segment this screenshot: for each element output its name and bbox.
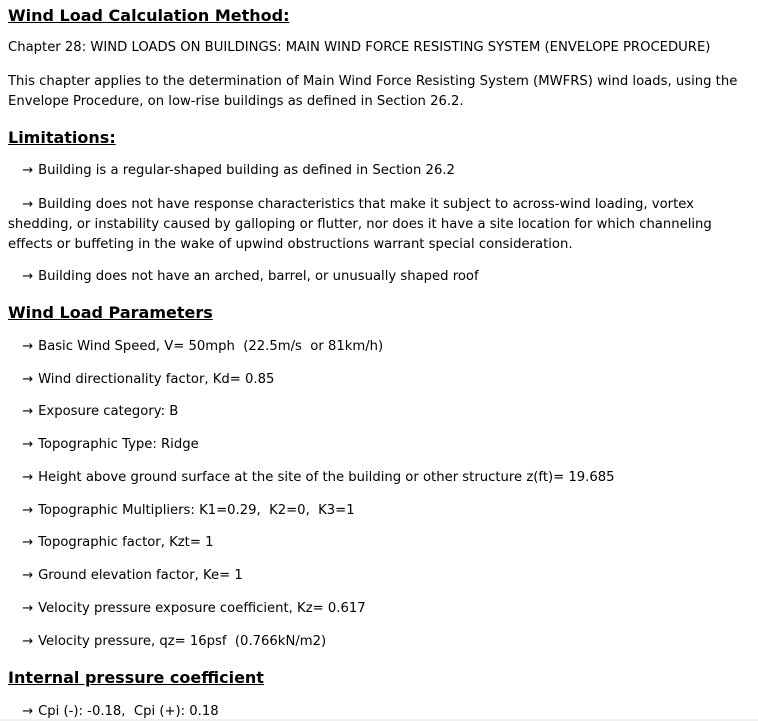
parameter-item xyxy=(8,370,748,390)
arrow-icon: → xyxy=(22,601,34,616)
arrow-icon: → xyxy=(22,372,34,387)
parameter-text: Exposure category: B xyxy=(38,404,179,419)
limitation-item xyxy=(8,267,748,287)
parameter-text: Topographic Multipliers: K1=0.29, K2=0, K3=1 xyxy=(38,503,355,518)
arrow-icon: → xyxy=(22,704,34,719)
parameter-text: Velocity pressure exposure coefficient, Kz= 0.617 xyxy=(38,601,366,616)
parameter-item xyxy=(8,468,748,488)
arrow-icon: → xyxy=(22,470,34,485)
parameter-text: Velocity pressure, qz= 16psf (0.766kN/m2) xyxy=(38,634,327,649)
chapter-text: Chapter 28: WIND LOADS ON BUILDINGS: MAIN WIND FORCE RESISTING SYSTEM (ENVELOPE PROCEDURE) xyxy=(8,40,711,55)
arrow-icon: → xyxy=(22,269,34,284)
parameter-item xyxy=(8,632,748,652)
limitation-item xyxy=(8,195,748,255)
parameter-item xyxy=(8,337,748,357)
limitations-heading: Limitations: xyxy=(8,128,116,147)
internal-pressure-text: Cpi (-): -0.18, Cpi (+): 0.18 xyxy=(38,704,219,719)
internal-pressure-heading: Internal pressure coefficient xyxy=(8,668,264,687)
parameter-text: Basic Wind Speed, V= 50mph (22.5m/s or 81km/h) xyxy=(38,339,384,354)
limitation-item xyxy=(8,161,748,181)
arrow-icon: → xyxy=(22,339,34,354)
method-description: This chapter applies to the determination of Main Wind Force Resisting System (MWFRS) wind loads, using the Envelope Procedure, on low-rise buildings as defined in Section 26.2. xyxy=(8,74,738,109)
method-heading: Wind Load Calculation Method: xyxy=(8,6,290,25)
parameter-text: Topographic factor, Kzt= 1 xyxy=(38,535,214,550)
parameters-heading: Wind Load Parameters xyxy=(8,303,213,322)
arrow-icon: → xyxy=(22,437,34,452)
parameter-item xyxy=(8,435,748,455)
parameter-text: Height above ground surface at the site of the building or other structure z(ft)= 19.685 xyxy=(38,470,615,485)
parameter-item xyxy=(8,402,748,422)
arrow-icon: → xyxy=(22,163,34,178)
arrow-icon: → xyxy=(22,503,34,518)
parameter-item xyxy=(8,599,748,619)
arrow-icon: → xyxy=(22,634,34,649)
parameter-text: Wind directionality factor, Kd= 0.85 xyxy=(38,372,275,387)
arrow-icon: → xyxy=(22,535,34,550)
parameter-text: Topographic Type: Ridge xyxy=(38,437,199,452)
arrow-icon: → xyxy=(22,404,34,419)
arrow-icon: → xyxy=(22,568,34,583)
limitation-text: Building does not have an arched, barrel, or unusually shaped roof xyxy=(38,269,479,284)
parameter-item xyxy=(8,533,748,553)
parameter-item xyxy=(8,501,748,521)
limitation-text: Building does not have response characteristics that make it subject to across-wind loading, vortex shedding, or instability caused by galloping or flutter, nor does it have a site location for which channeling effects or buffeting in the wake of upwind obstructions warrant special consideration. xyxy=(8,197,712,252)
parameter-item xyxy=(8,566,748,586)
arrow-icon: → xyxy=(22,197,34,212)
parameter-text: Ground elevation factor, Ke= 1 xyxy=(38,568,243,583)
limitation-text: Building is a regular-shaped building as defined in Section 26.2 xyxy=(38,163,455,178)
